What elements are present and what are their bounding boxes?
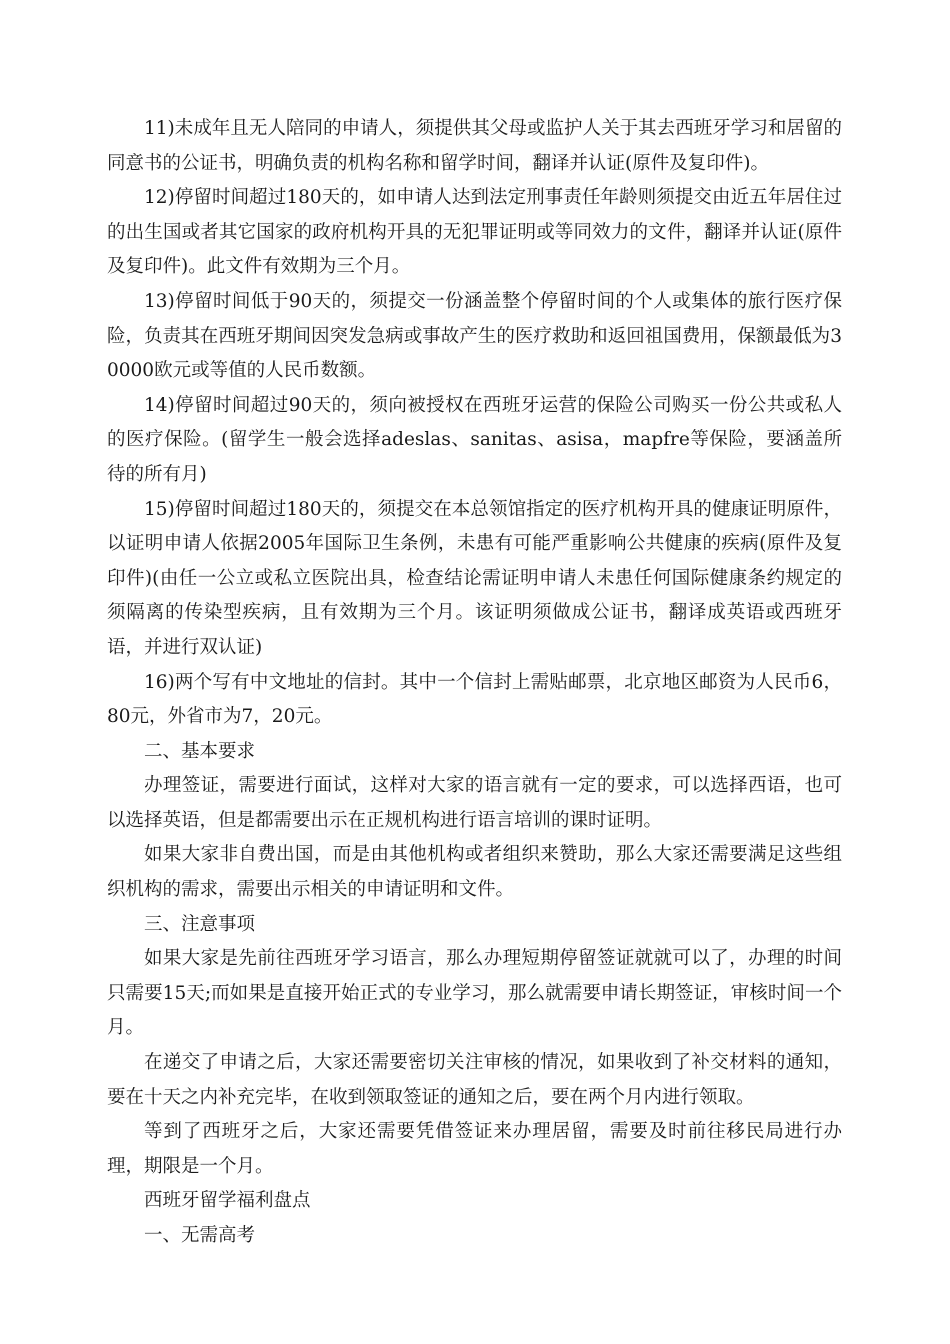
paragraph-residence: 等到了西班牙之后，大家还需要凭借签证来办理居留，需要及时前往移民局进行办理，期限是一个月。 bbox=[107, 1121, 842, 1177]
document-body bbox=[107, 112, 842, 1254]
paragraph-sponsorship: 如果大家非自费出国，而是由其他机构或者组织来赞助，那么大家还需要满足这些组织机构的需求，需要出示相关的申请证明和文件。 bbox=[107, 844, 842, 901]
paragraph-interview: 办理签证，需要进行面试，这样对大家的语言就有一定的要求，可以选择西语，也可以选择英语，但是都需要出示在正规机构进行语言培训的课时证明。 bbox=[107, 775, 842, 831]
paragraph-item-13: 13)停留时间低于90天的，须提交一份涵盖整个停留时间的个人或集体的旅行医疗保险，负责其在西班牙期间因突发急病或事故产生的医疗救助和返回祖国费用，保额最低为30000欧元或等值的人民币数额。 bbox=[107, 290, 842, 382]
paragraph-item-12: 12)停留时间超过180天的，如申请人达到法定刑事责任年龄则须提交由近五年居住过的出生国或者其它国家的政府机构开具的无犯罪证明或等同效力的文件，翻译并认证(原件及复印件)。此文件有效期为三个月。 bbox=[107, 187, 842, 278]
paragraph-item-11: 11)未成年且无人陪同的申请人，须提供其父母或监护人关于其去西班牙学习和居留的同意书的公证书，明确负责的机构名称和留学时间，翻译并认证(原件及复印件)。 bbox=[107, 118, 842, 174]
paragraph-item-14: 14)停留时间超过90天的，须向被授权在西班牙运营的保险公司购买一份公共或私人的医疗保险。(留学生一般会选择adeslas、sanitas、asisa，mapfre等保险，要涵盖所待的所有月) bbox=[107, 394, 842, 485]
paragraph-review: 在递交了申请之后，大家还需要密切关注审核的情况，如果收到了补交材料的通知，要在十天之内补充完毕，在收到领取签证的通知之后，要在两个月内进行领取。 bbox=[107, 1052, 842, 1108]
section-heading-no-gaokao: 一、无需高考 bbox=[144, 1225, 256, 1246]
section-heading-benefits: 西班牙留学福利盘点 bbox=[144, 1190, 311, 1212]
paragraph-visa-duration: 如果大家是先前往西班牙学习语言，那么办理短期停留签证就就可以了，办理的时间只需要15天;而如果是直接开始正式的专业学习，那么就需要申请长期签证，审核时间一个月。 bbox=[107, 948, 842, 1039]
section-heading-notes: 三、注意事项 bbox=[144, 913, 256, 935]
paragraph-item-16: 16)两个写有中文地址的信封。其中一个信封上需贴邮票，北京地区邮资为人民币6，80元，外省市为7，20元。 bbox=[107, 671, 842, 728]
section-heading-basic-requirements: 二、基本要求 bbox=[144, 740, 256, 762]
paragraph-item-15: 15)停留时间超过180天的，须提交在本总领馆指定的医疗机构开具的健康证明原件，以证明申请人依据2005年国际卫生条例，未患有可能严重影响公共健康的疾病(原件及复印件)(由任一公立或私立医院出具，检查结论需证明申请人未患任何国际健康条约规定的须隔离的传染型疾病，且有效期为三个月。该证明须做成公证书，翻译成英语或西班牙语，并进行双认证) bbox=[107, 498, 842, 658]
